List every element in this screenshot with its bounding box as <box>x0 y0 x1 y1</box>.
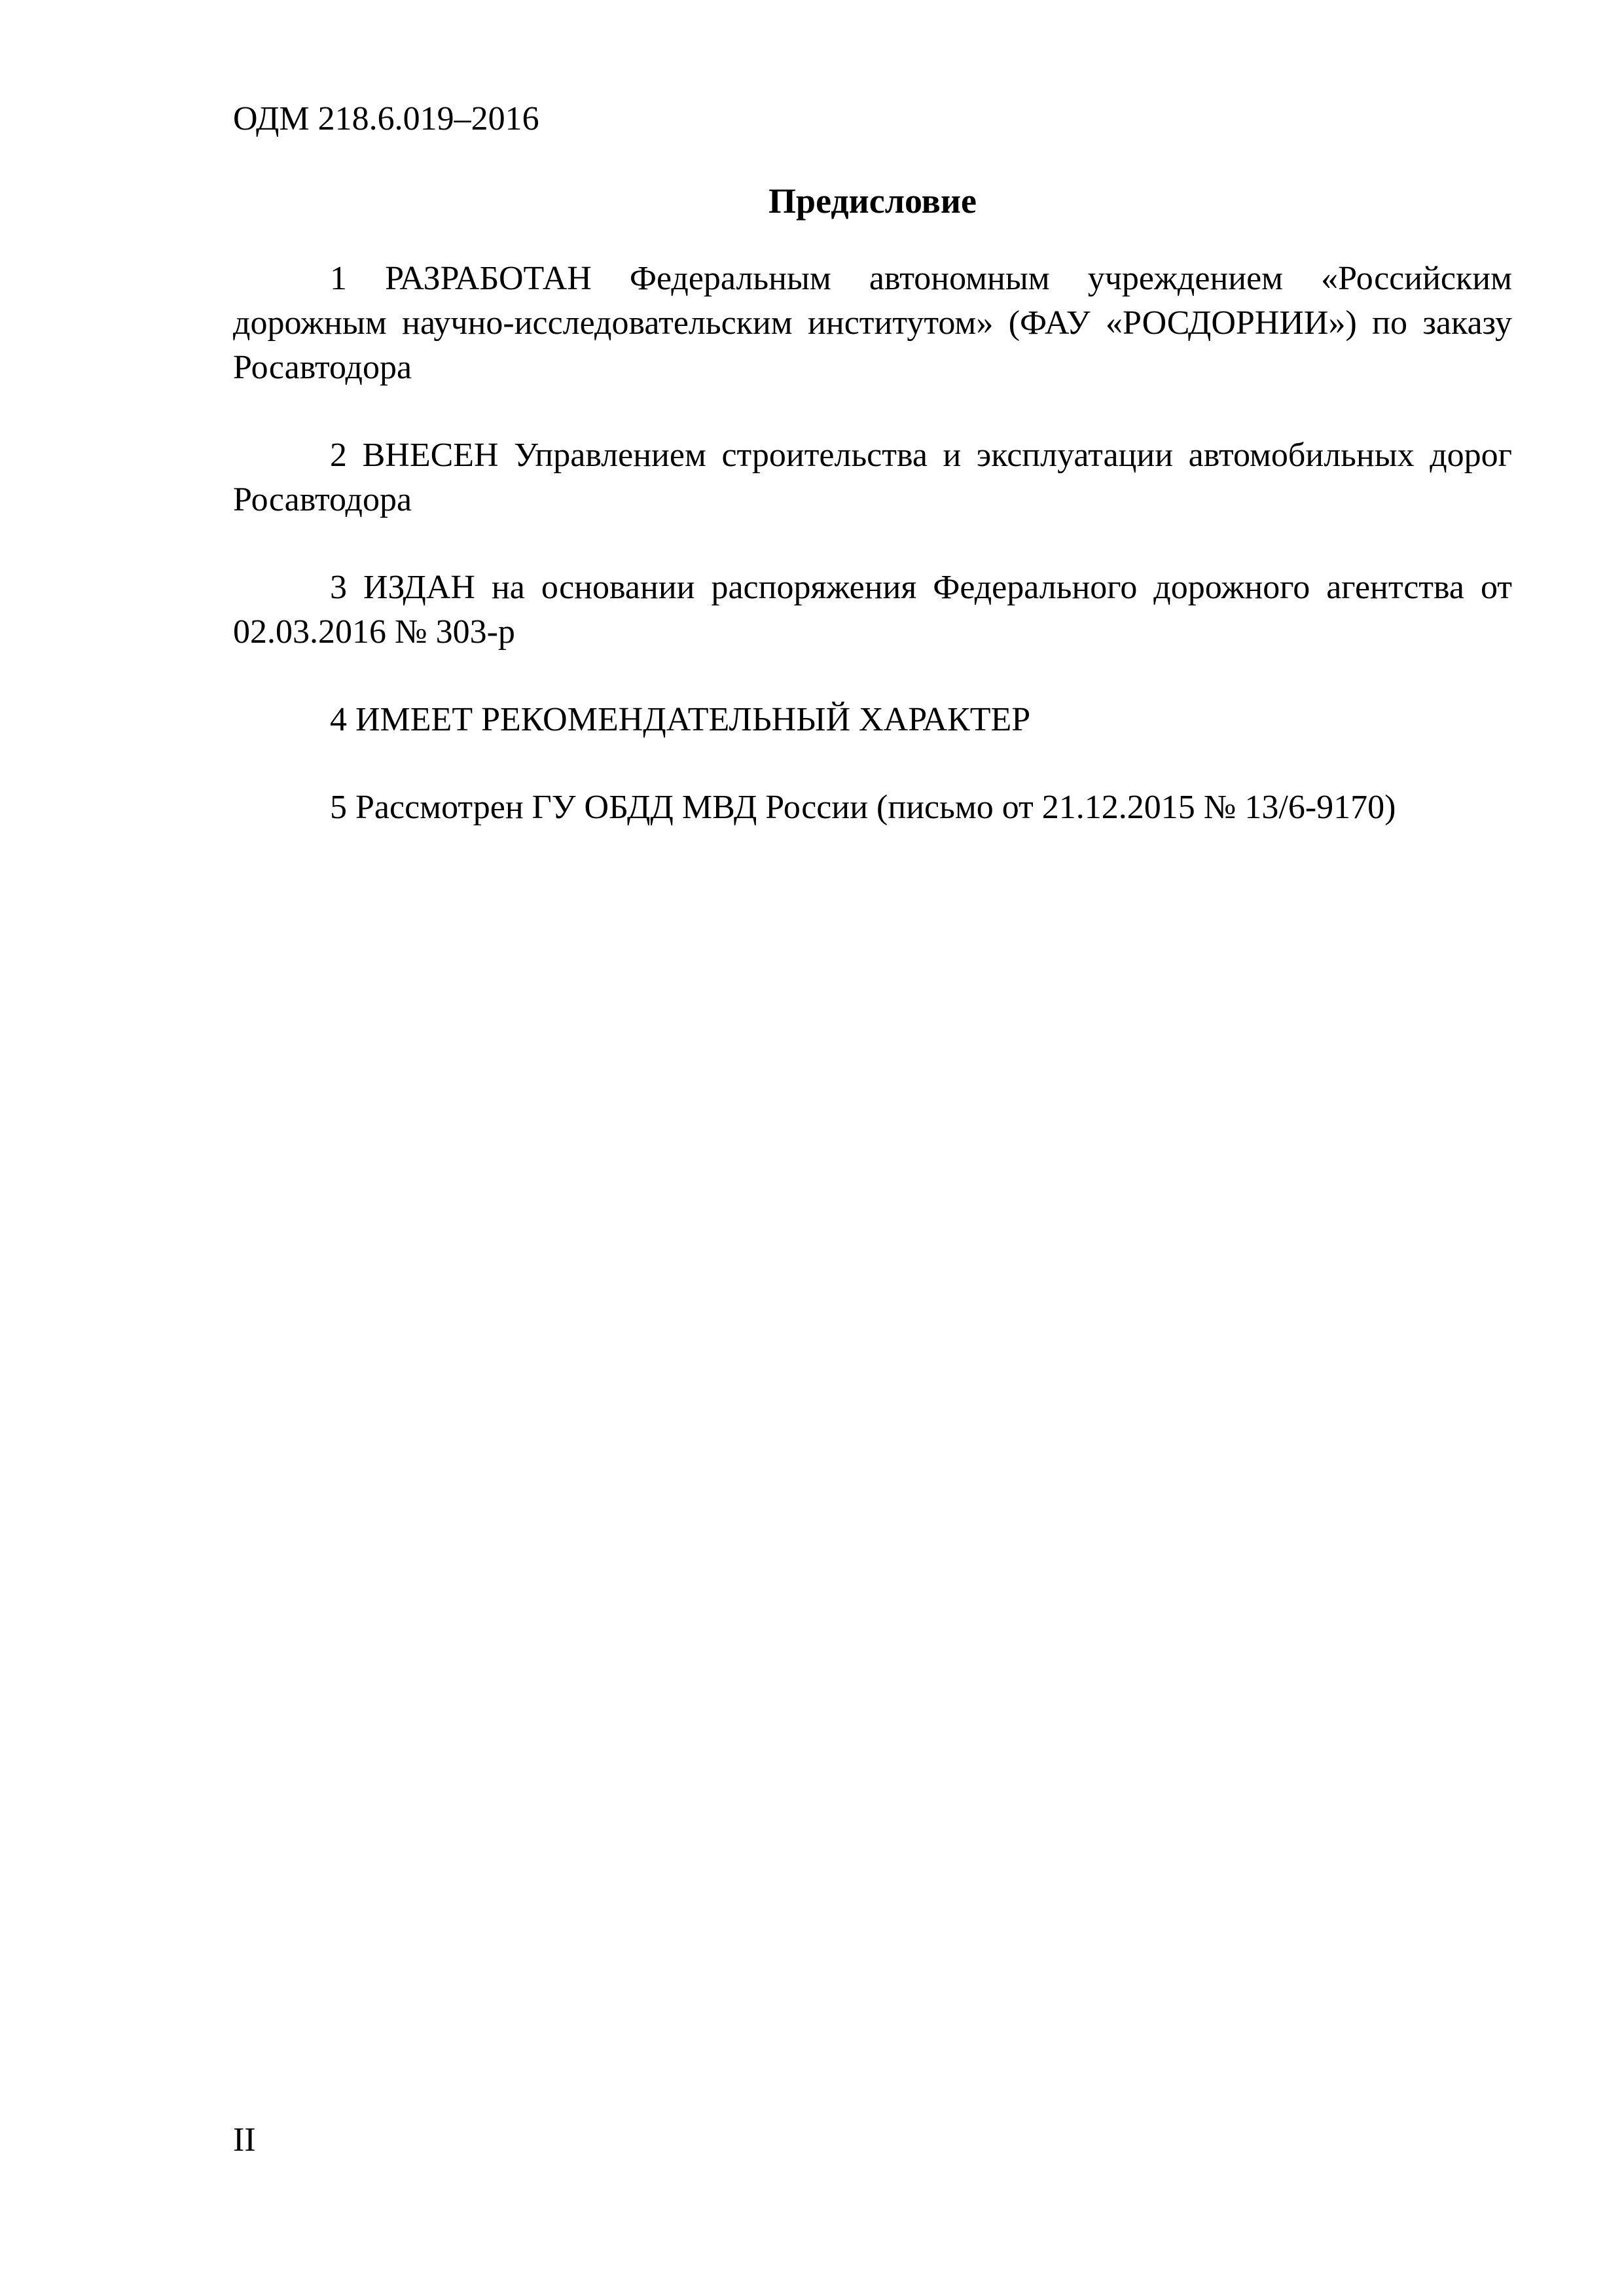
foreword-item-developed: 1 РАЗРАБОТАН Федеральным автономным учреждением «Российским дорожным научно-исследовательским институтом» (ФАУ «РОСДОРНИИ») по заказу Росавтодора <box>233 260 1512 386</box>
foreword-item-recommendatory: 4 ИМЕЕТ РЕКОМЕНДАТЕЛЬНЫЙ ХАРАКТЕР <box>330 701 1031 738</box>
foreword-item-issued: 3 ИЗДАН на основании распоряжения Федерального дорожного агентства от 02.03.2016 № 303-р <box>233 569 1512 651</box>
foreword-body <box>233 257 1512 873</box>
document-code: ОДМ 218.6.019–2016 <box>233 100 539 137</box>
section-title: Предисловие <box>768 181 977 221</box>
page-number: II <box>233 2121 256 2159</box>
foreword-item-reviewed: 5 Рассмотрен ГУ ОБДД МВД России (письмо от 21.12.2015 № 13/6-9170) <box>330 789 1396 826</box>
foreword-item-introduced: 2 ВНЕСЕН Управлением строительства и эксплуатации автомобильных дорог Росавтодора <box>233 437 1512 518</box>
